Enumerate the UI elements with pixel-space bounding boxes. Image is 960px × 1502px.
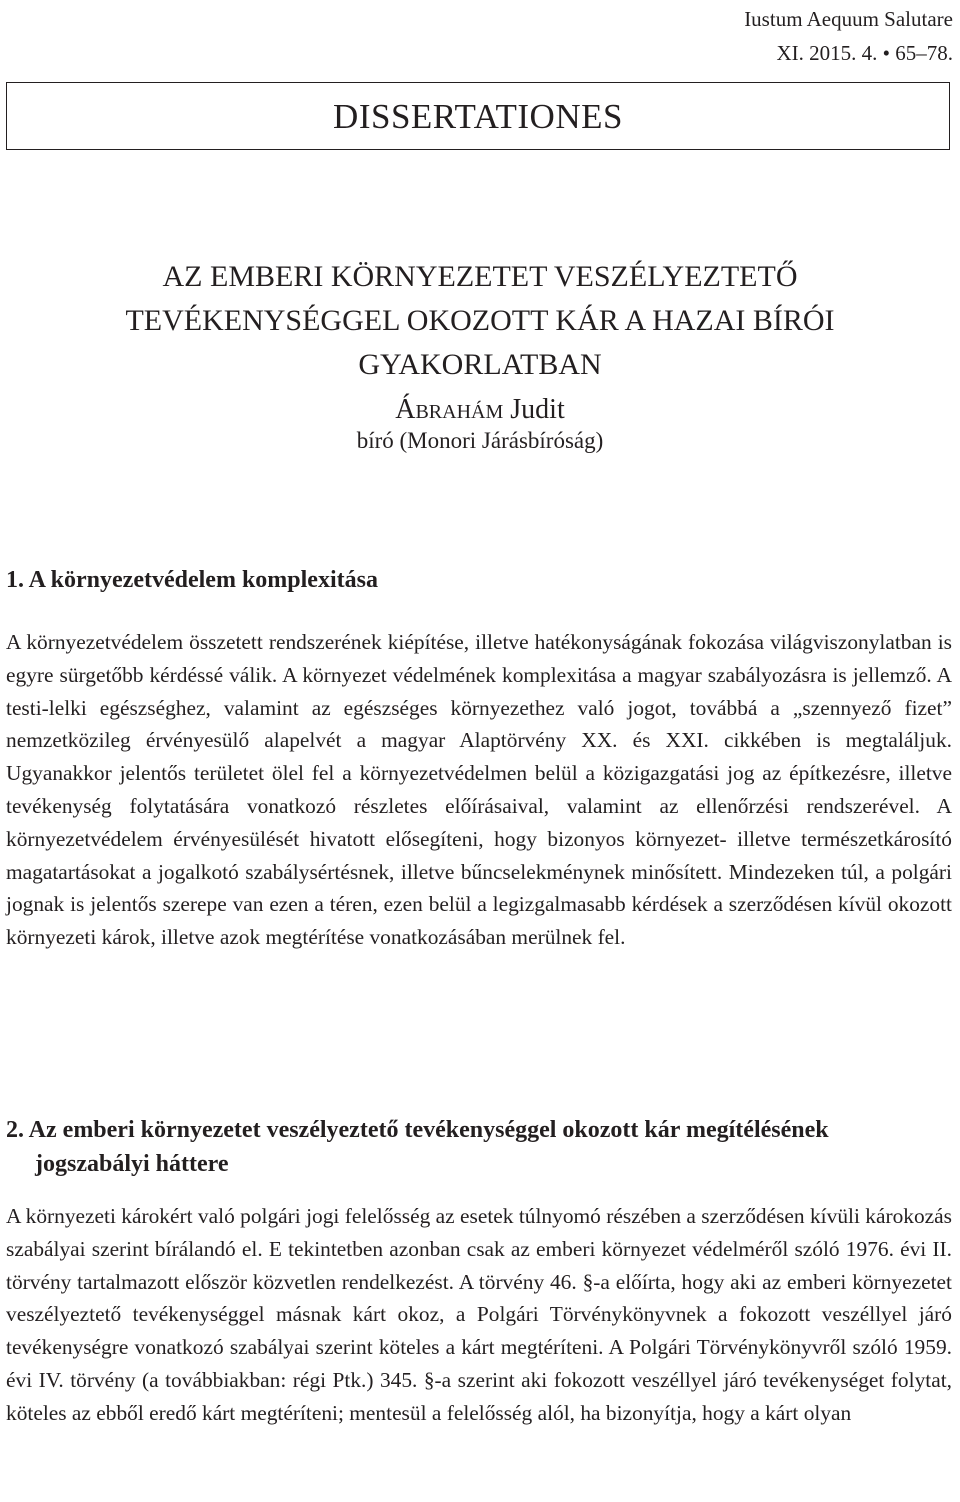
article-title	[0, 255, 960, 387]
journal-name: Iustum Aequum Salutare	[744, 7, 953, 31]
title-line: AZ EMBERI KÖRNYEZETET VESZÉLYEZTETŐ	[162, 260, 798, 293]
author	[0, 393, 960, 427]
body-paragraph-2: A környezeti károkért való polgári jogi felelősség az esetek túlnyomó részében a szerződésen kívüli károkozás szabályai szerint bírálandó el. E tekintetben azonban csak az emberi környezet védelméről szóló 1976. évi II. törvény tartalmazott először közvetlen rendelkezést. A törvény 46. §-a előírta, hogy aki az emberi környezetet veszélyeztető tevékenységgel másnak kárt okoz, a Polgári Törvénykönyvnek a fokozott veszéllyel járó tevékenységre vonatkozó szabályai szerint köteles a kárt megtéríteni. A Polgári Törvénykönyvről szóló 1959. évi IV. törvény (a továbbiakban: régi Ptk.) 345. §-a szerint aki fokozott veszéllyel járó tevékenységet folytat, köteles az ebből eredő kárt megtéríteni; mentesül a felelősség alól, ha bizonyítja, hogy a kárt olyan	[6, 1204, 952, 1425]
author-family-name: Ábrahám	[395, 394, 504, 425]
journal-info	[744, 2, 953, 70]
title-line: TEVÉKENYSÉGGEL OKOZOTT KÁR A HAZAI BÍRÓI	[125, 304, 835, 337]
section-label-box	[6, 82, 950, 150]
author-affiliation: bíró (Monori Járásbíróság)	[356, 428, 604, 453]
section-heading-2: 2. Az emberi környezetet veszélyeztető tevékenységgel okozott kár megítélésének jogszabályi háttere	[6, 1117, 829, 1177]
title-line: GYAKORLATBAN	[358, 348, 602, 381]
author-given-name: Judit	[510, 394, 565, 425]
section-heading-1: 1. A környezetvédelem komplexitása	[6, 567, 378, 593]
section-label: DISSERTATIONES	[333, 97, 623, 136]
journal-issue: XI. 2015. 4. • 65–78.	[776, 41, 953, 65]
body-paragraph-1: A környezetvédelem összetett rendszerének kiépítése, illetve hatékonyságának fokozása világviszonylatban is egyre sürgetőbb kérdéssé válik. A környezet védelmének komplexitása a magyar szabályozásra is jellemző. A testi-lelki egészséghez, valamint az egészséges környezethez való jogot, továbbá a „szennyező fizet” nemzetközileg érvényesülő alapelvét a magyar Alaptörvény XX. és XXI. cikkében is megtaláljuk. Ugyanakkor jelentős területet ölel fel a környezetvédelmen belül a közigazgatási jog az építkezésre, illetve tevékenység folytatására vonatkozó részletes előírásaival, valamint az ellenőrzési rendszerével. A környezetvédelem érvényesülését hivatott elősegíteni, hogy bizonyos környezet- illetve természetkárosító magatartásokat a jogalkotó szabálysértésnek, illetve bűncselekménynek minősített. Mindezeken túl, a polgári jognak is jelentős szerepe van ezen a téren, ezen belül a legizgalmasabb kérdések a szerződésen kívül okozott környezeti károk, illetve azok megtérítése vonatkozásában merülnek fel.	[6, 630, 952, 950]
